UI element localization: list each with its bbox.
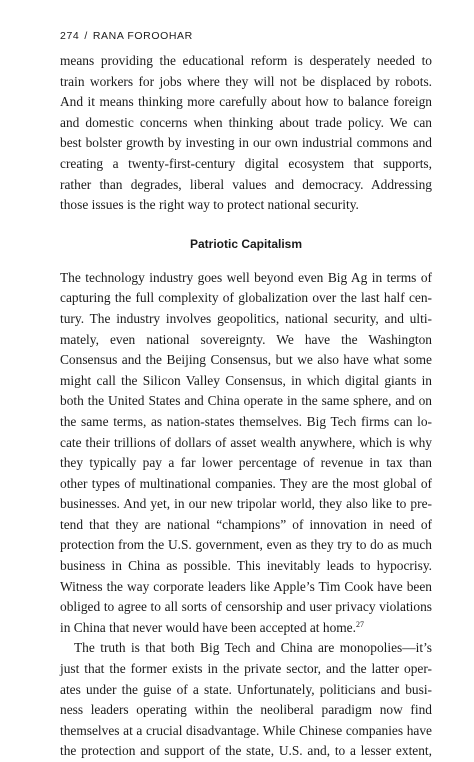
text-line: capturing the full complexity of globalization over the last half cen- xyxy=(60,290,432,306)
paragraph-2 xyxy=(60,268,432,639)
text-line: ness leaders operating within the neoliberal paradigm now find xyxy=(60,702,432,718)
section-heading: Patriotic Capitalism xyxy=(189,236,303,251)
text-line: The truth is that both Big Tech and China are monopolies—it’s xyxy=(74,640,432,656)
text-line: Witness the way corporate leaders like Apple’s Tim Cook have been xyxy=(60,578,432,594)
text-line: tend that they are national “champions” of innovation in need of xyxy=(60,516,432,532)
author-name: RANA FOROOHAR xyxy=(92,30,193,42)
text-line: obliged to agree to all sorts of censorship and user privacy violations xyxy=(60,599,432,615)
text-line: the same terms, as nation-states themselves. Big Tech firms can lo- xyxy=(60,413,432,429)
text-line-with-footnote xyxy=(60,618,432,639)
text-line: And it means thinking more carefully about how to balance foreign xyxy=(60,94,432,110)
book-page xyxy=(60,29,432,762)
text-line: might call the Silicon Valley Consensus, in which digital giants in xyxy=(60,372,432,388)
text-line: rather than degrades, liberal values and democracy. Addressing xyxy=(60,176,432,192)
running-head xyxy=(60,29,432,43)
text-line: The technology industry goes well beyond even Big Ag in terms of xyxy=(60,269,432,285)
text-line: in China that never would have been accepted at home. xyxy=(60,619,356,635)
text-line: businesses. And yet, in our new tripolar world, they also like to pre- xyxy=(60,496,432,512)
text-line: train workers for jobs where they will not be displaced by robots. xyxy=(60,73,432,89)
text-line: ates under the guise of a state. Unfortunately, politicians and busi- xyxy=(60,681,432,697)
text-line: they typically pay a far lower percentage of revenue in tax than xyxy=(60,455,432,471)
paragraph-1 xyxy=(60,51,432,216)
text-line: and domestic concerns when thinking about trade policy. We can xyxy=(60,114,432,130)
text-line: the protection and support of the state, U.S. and, to a lesser extent, xyxy=(60,743,432,759)
text-line: creating a twenty-first-century digital ecosystem that supports, xyxy=(60,155,432,171)
text-line: means providing the educational reform is desperately needed to xyxy=(60,53,432,68)
paragraph-3 xyxy=(60,638,432,762)
text-line: protection from the U.S. government, even as they try to do as much xyxy=(60,537,432,553)
text-line: Consensus and the Beijing Consensus, but we also have what some xyxy=(60,352,432,368)
text-line: business in China as possible. This inevitably leads to hypocrisy. xyxy=(60,558,432,574)
text-line: cate their trillions of dollars of asset wealth anywhere, which is why xyxy=(60,434,432,450)
text-line: just that the former exists in the private sector, and the latter oper- xyxy=(60,661,432,677)
footnote-marker: 27 xyxy=(355,619,364,629)
running-head-separator: / xyxy=(84,30,88,42)
text-line: best bolster growth by investing in our own industrial commons and xyxy=(60,135,432,151)
text-line: themselves at a crucial disadvantage. While Chinese companies have xyxy=(60,722,432,738)
text-line: both the United States and China operate in the same sphere, and on xyxy=(60,393,432,409)
text-line: mately, even national sovereignty. We have the Washington xyxy=(60,331,432,347)
text-line: tury. The industry involves geopolitics, national security, and ulti- xyxy=(60,310,432,326)
text-line: those issues is the right way to protect national security. xyxy=(60,197,359,213)
text-line: other types of multinational companies. They are the most global of xyxy=(60,475,432,491)
page-number: 274 xyxy=(60,30,80,42)
